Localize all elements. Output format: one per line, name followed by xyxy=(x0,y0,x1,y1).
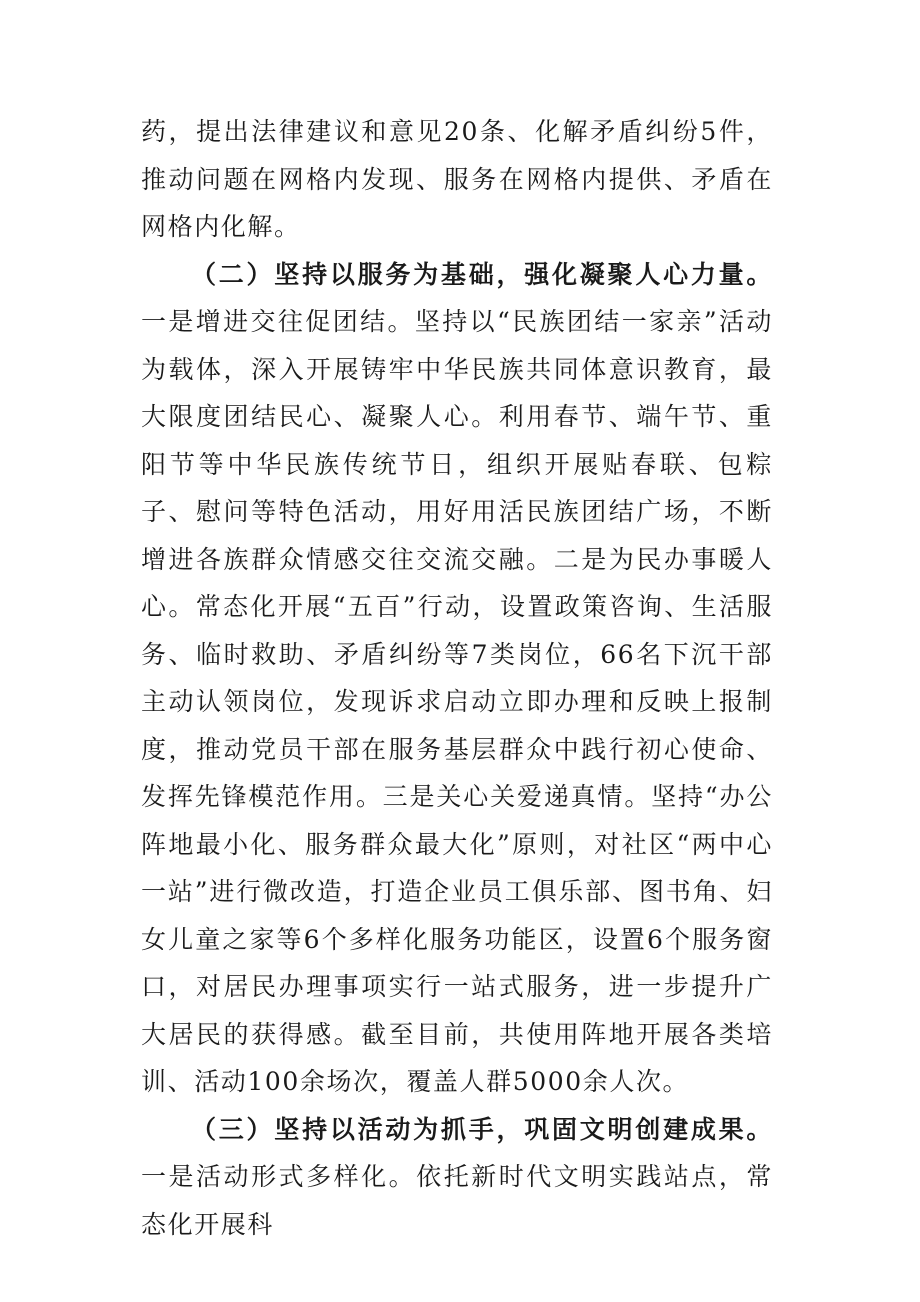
paragraph-text: 一是活动形式多样化。依托新时代文明实践站点，常态化开展科 xyxy=(141,1162,773,1239)
paragraph-section-3 xyxy=(141,1106,773,1249)
paragraph-text: 一是增进交往促团结。坚持以“民族团结一家亲”活动为载体，深入开展铸牢中华民族共同体意识教育，最大限度团结民心、凝聚人心。利用春节、端午节、重阳节等中华民族传统节日，组织开展贴春联、包粽子、慰问等特色活动，用好用活民族团结广场，不断增进各族群众情感交往交流交融。二是为民办事暖人心。常态化开展“五百”行动，设置政策咨询、生活服务、临时救助、矛盾纠纷等7类岗位，66名下沉干部主动认领岗位，发现诉求启动立即办理和反映上报制度，推动党员干部在服务基层群众中践行初心使命、发挥先锋模范作用。三是关心关爱递真情。坚持“办公阵地最小化、服务群众最大化”原则，对社区“两中心一站”进行微改造，打造企业员工俱乐部、图书角、妇女儿童之家等6个多样化服务功能区，设置6个服务窗口，对居民办理事项实行一站式服务，进一步提升广大居民的获得感。截至目前，共使用阵地开展各类培训、活动100余场次，覆盖人群5000余人次。 xyxy=(141,307,773,1096)
document-body xyxy=(141,108,773,1248)
paragraph-text: 药，提出法律建议和意见20条、化解矛盾纠纷5件，推动问题在网格内发现、服务在网格内提供、矛盾在网格内化解。 xyxy=(141,117,773,241)
section-heading-3: （三）坚持以活动为抓手，巩固文明创建成果。 xyxy=(191,1114,773,1144)
paragraph-continuation xyxy=(141,108,773,251)
paragraph-section-2 xyxy=(141,251,773,1106)
section-heading-2: （二）坚持以服务为基础，强化凝聚人心力量。 xyxy=(191,259,773,289)
